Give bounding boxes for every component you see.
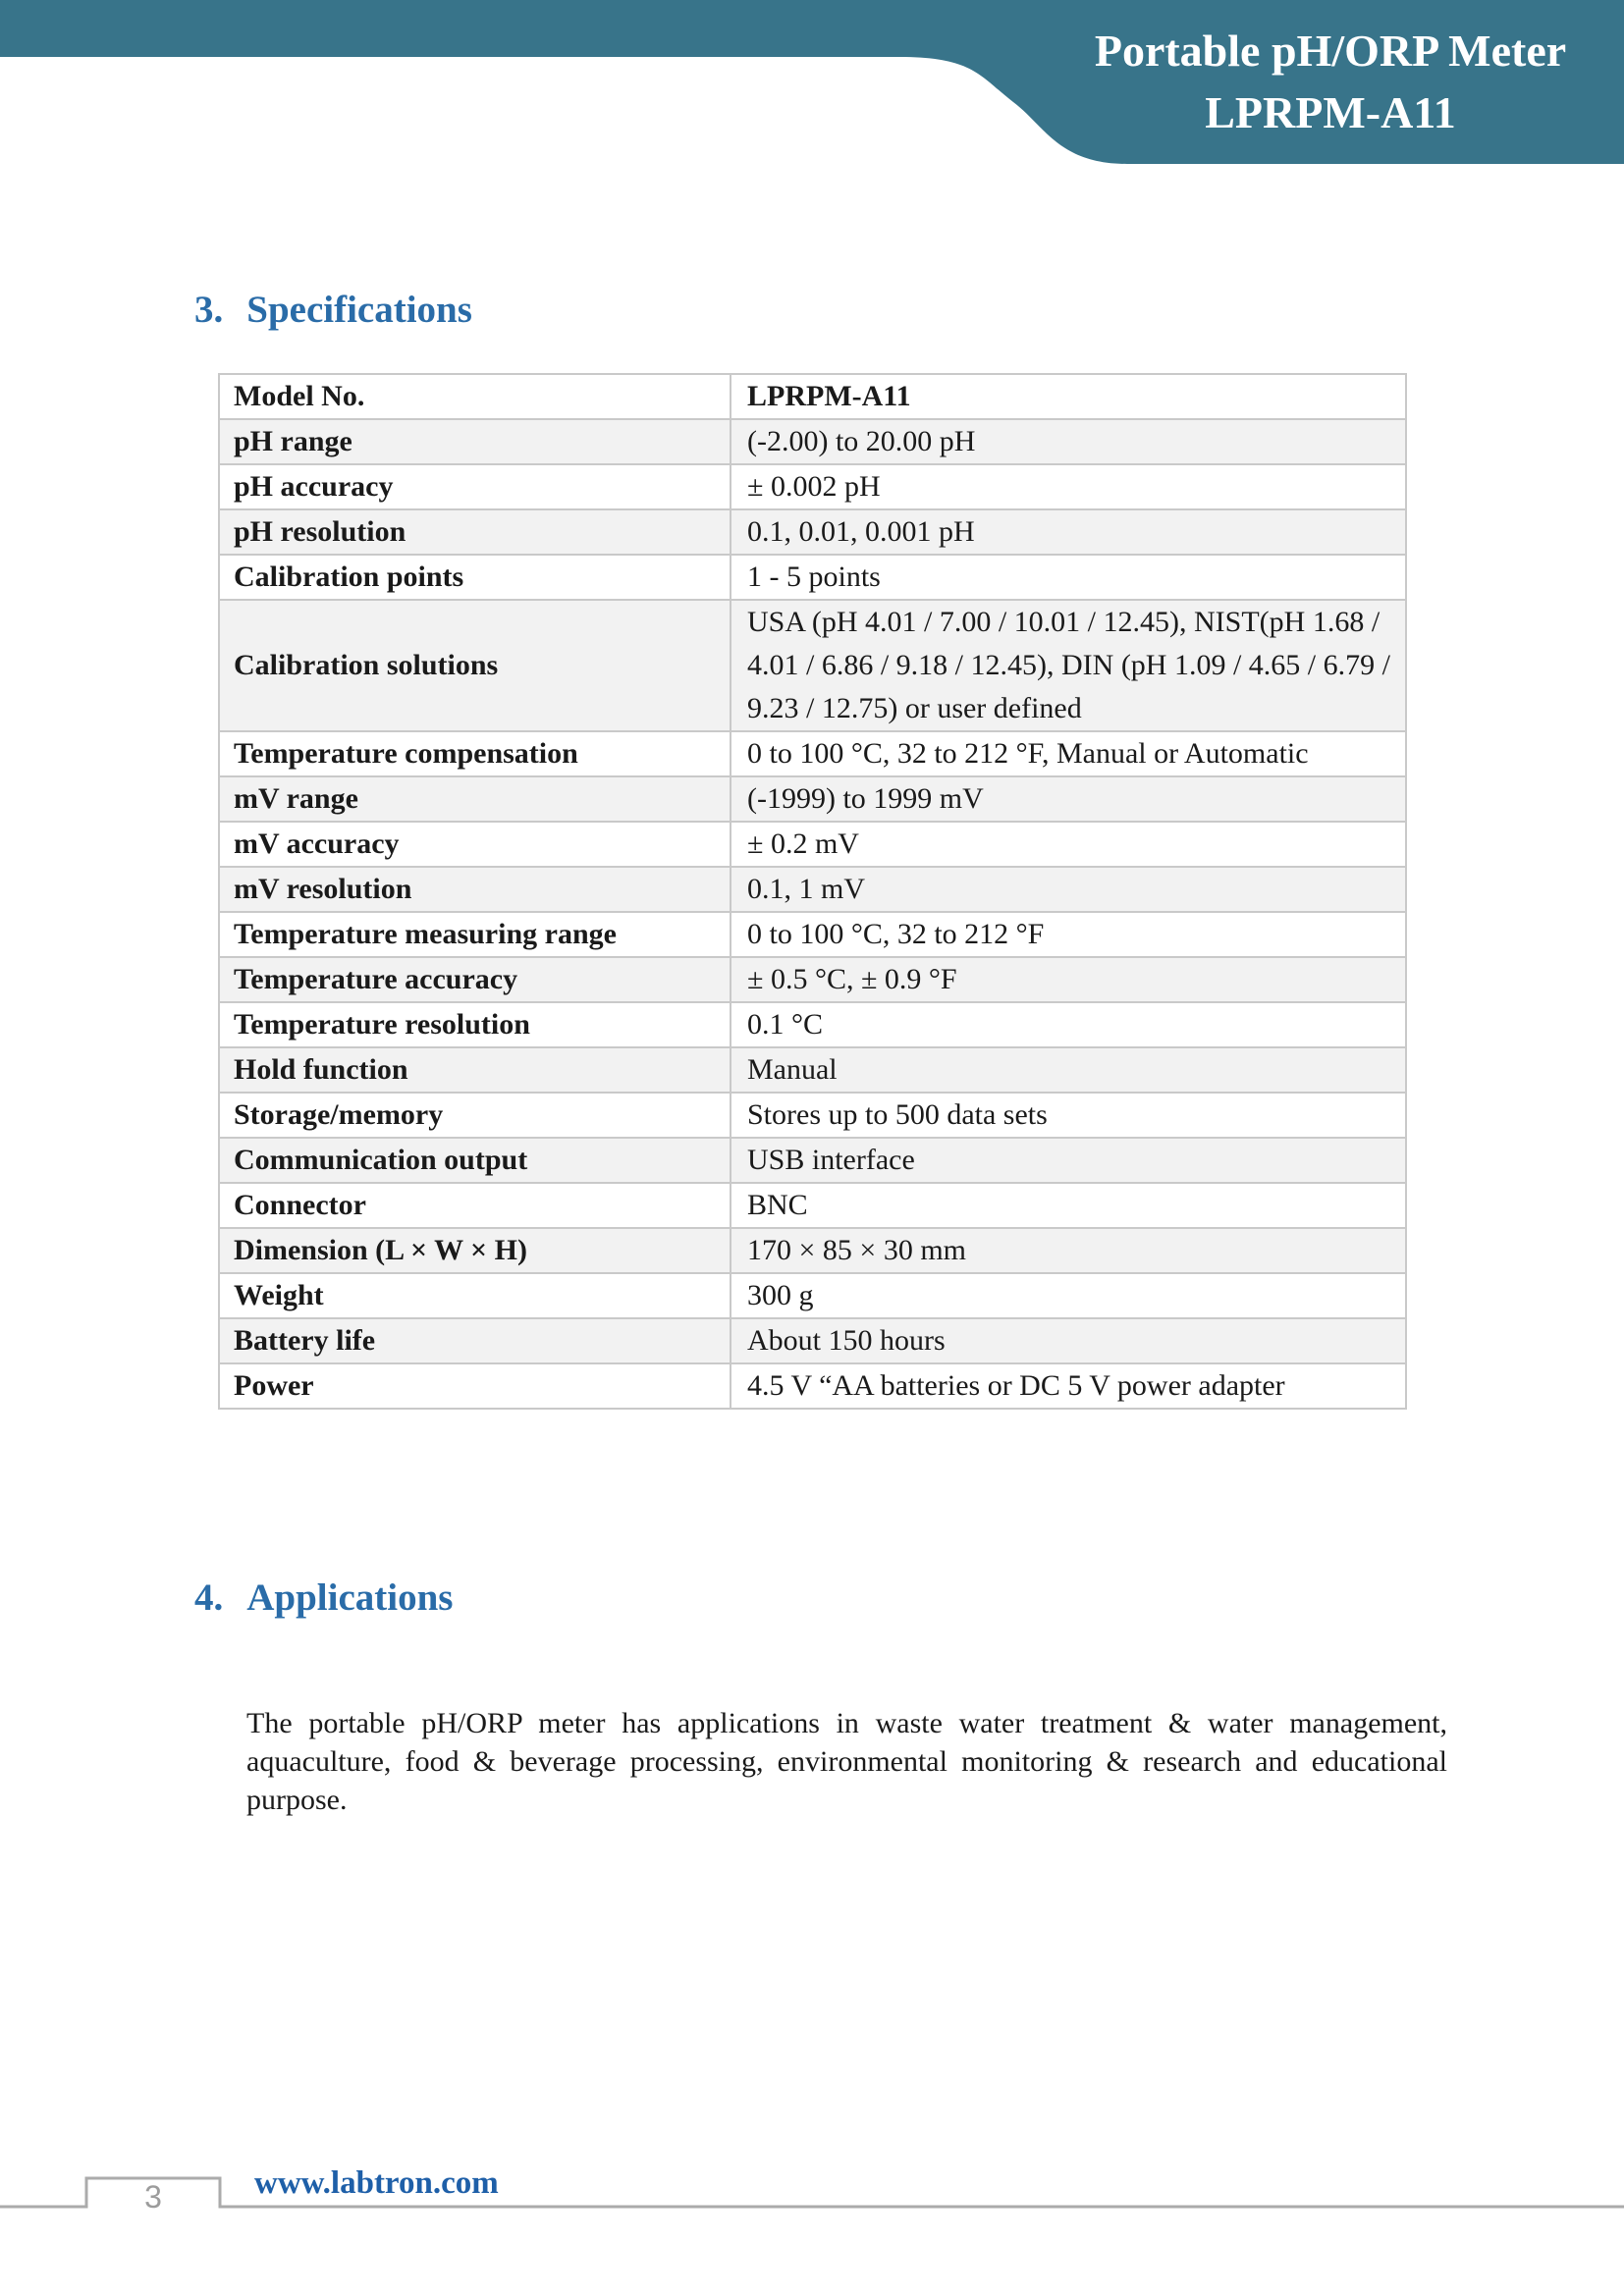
spec-label-cell: Temperature compensation: [219, 731, 731, 776]
spec-label-cell: Calibration points: [219, 555, 731, 600]
table-row: [219, 1273, 1406, 1318]
spec-value-cell: About 150 hours: [731, 1318, 1406, 1363]
table-row: [219, 731, 1406, 776]
page-number: 3: [144, 2179, 162, 2215]
page-title: [1070, 20, 1591, 143]
table-row: [219, 822, 1406, 867]
specifications-heading: [194, 288, 472, 333]
spec-label-cell: Temperature measuring range: [219, 912, 731, 957]
table-row: [219, 1047, 1406, 1093]
table-row: [219, 600, 1406, 731]
spec-label-cell: Dimension (L × W × H): [219, 1228, 731, 1273]
table-row: [219, 1002, 1406, 1047]
table-row: [219, 1363, 1406, 1409]
spec-label-cell: Battery life: [219, 1318, 731, 1363]
spec-label-cell: pH range: [219, 419, 731, 464]
spec-value-cell: Stores up to 500 data sets: [731, 1093, 1406, 1138]
specifications-table: [218, 373, 1407, 1410]
spec-label-cell: Calibration solutions: [219, 600, 731, 731]
table-row: [219, 509, 1406, 555]
specifications-heading-label: Specifications: [246, 289, 472, 331]
table-row: [219, 1318, 1406, 1363]
spec-value-cell: 0 to 100 °C, 32 to 212 °F: [731, 912, 1406, 957]
spec-label-cell: Hold function: [219, 1047, 731, 1093]
spec-value-cell: BNC: [731, 1183, 1406, 1228]
spec-label-cell: Connector: [219, 1183, 731, 1228]
page-title-line1: Portable pH/ORP Meter: [1094, 26, 1567, 76]
footer-website-link[interactable]: www.labtron.com: [254, 2165, 499, 2201]
applications-heading-label: Applications: [246, 1576, 454, 1619]
spec-value-cell: 0.1, 1 mV: [731, 867, 1406, 912]
table-row: [219, 419, 1406, 464]
table-row: [219, 1228, 1406, 1273]
spec-label-cell: Model No.: [219, 374, 731, 419]
spec-label-cell: Weight: [219, 1273, 731, 1318]
spec-value-cell: 1 - 5 points: [731, 555, 1406, 600]
spec-value-cell: ± 0.2 mV: [731, 822, 1406, 867]
table-row: [219, 555, 1406, 600]
spec-label-cell: Storage/memory: [219, 1093, 731, 1138]
spec-label-cell: Temperature accuracy: [219, 957, 731, 1002]
spec-label-cell: mV resolution: [219, 867, 731, 912]
table-row: [219, 776, 1406, 822]
spec-value-cell: 4.5 V “AA batteries or DC 5 V power adapter: [731, 1363, 1406, 1409]
spec-value-cell: USB interface: [731, 1138, 1406, 1183]
spec-value-cell: 0.1 °C: [731, 1002, 1406, 1047]
spec-value-cell: USA (pH 4.01 / 7.00 / 10.01 / 12.45), NIST(pH 1.68 / 4.01 / 6.86 / 9.18 / 12.45), DIN (pH 1.09 / 4.65 / 6.79 / 9.23 / 12.75) or user defined: [731, 600, 1406, 731]
spec-label-cell: Communication output: [219, 1138, 731, 1183]
table-row: [219, 867, 1406, 912]
table-row: [219, 957, 1406, 1002]
spec-label-cell: Power: [219, 1363, 731, 1409]
table-row: [219, 1183, 1406, 1228]
spec-value-cell: ± 0.5 °C, ± 0.9 °F: [731, 957, 1406, 1002]
spec-value-cell: 170 × 85 × 30 mm: [731, 1228, 1406, 1273]
spec-value-cell: 0 to 100 °C, 32 to 212 °F, Manual or Automatic: [731, 731, 1406, 776]
spec-label-cell: mV accuracy: [219, 822, 731, 867]
applications-heading-number: 4.: [194, 1576, 224, 1619]
spec-value-cell: 300 g: [731, 1273, 1406, 1318]
spec-value-cell: ± 0.002 pH: [731, 464, 1406, 509]
specifications-table-body: [219, 374, 1406, 1409]
spec-value-cell: Manual: [731, 1047, 1406, 1093]
footer-rule-line: [0, 2178, 1624, 2207]
table-row: [219, 912, 1406, 957]
table-row: [219, 1138, 1406, 1183]
table-row: [219, 374, 1406, 419]
table-row: [219, 1093, 1406, 1138]
spec-value-cell: 0.1, 0.01, 0.001 pH: [731, 509, 1406, 555]
specifications-heading-number: 3.: [194, 289, 224, 331]
applications-paragraph: The portable pH/ORP meter has applications in waste water treatment & water management, aquaculture, food & beverage processing, environmental monitoring & research and educational purpose.: [246, 1707, 1447, 1816]
table-row: [219, 464, 1406, 509]
applications-heading: [194, 1575, 453, 1621]
spec-value-cell: LPRPM-A11: [731, 374, 1406, 419]
spec-value-cell: (-1999) to 1999 mV: [731, 776, 1406, 822]
spec-label-cell: Temperature resolution: [219, 1002, 731, 1047]
page-title-line2: LPRPM-A11: [1205, 87, 1456, 137]
spec-value-cell: (-2.00) to 20.00 pH: [731, 419, 1406, 464]
spec-label-cell: mV range: [219, 776, 731, 822]
footer-rule: [0, 2175, 1624, 2234]
spec-label-cell: pH resolution: [219, 509, 731, 555]
spec-label-cell: pH accuracy: [219, 464, 731, 509]
